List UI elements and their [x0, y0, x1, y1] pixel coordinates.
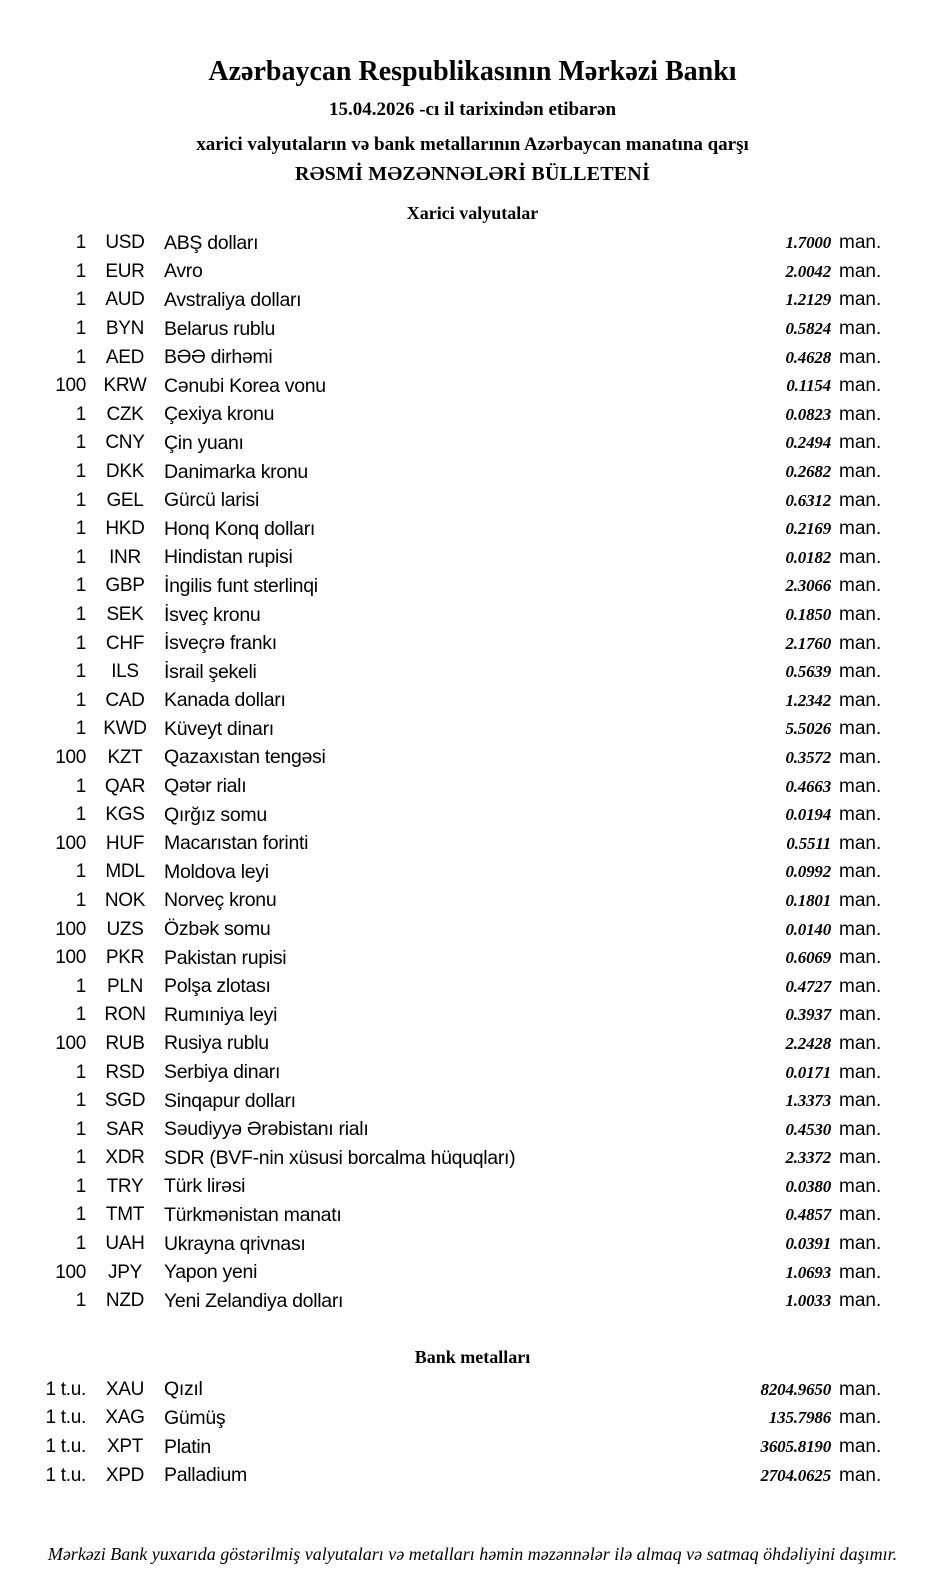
bulletin-subtitle: xarici valyutaların və bank metallarının Azərbaycan manatına qarşı: [196, 134, 749, 155]
currency-rate: 1.7000: [785, 233, 831, 253]
currency-quantity: 1: [75, 1061, 86, 1083]
metal-row: [0, 1404, 945, 1433]
currency-code: USD: [105, 232, 145, 254]
currency-code: DKK: [105, 461, 145, 483]
currency-quantity: 100: [55, 746, 86, 768]
currency-code: CNY: [105, 432, 145, 454]
currency-quantity: 1: [75, 489, 86, 511]
currency-quantity: 1: [75, 1290, 86, 1312]
metal-quantity: 1 t.u.: [45, 1407, 86, 1429]
currency-rate: 0.0194: [785, 805, 831, 825]
currency-row: [0, 572, 945, 601]
currency-code: XDR: [105, 1147, 145, 1169]
currency-rate: 0.3937: [785, 1005, 831, 1025]
metal-name: Qızıl: [164, 1378, 203, 1401]
currency-row: [0, 715, 945, 744]
currency-unit-label: man.: [839, 632, 882, 654]
currency-unit-label: man.: [839, 975, 882, 997]
currency-unit-label: man.: [839, 403, 882, 425]
currency-row: [0, 372, 945, 401]
currency-unit-label: man.: [839, 832, 882, 854]
currency-name: Yeni Zelandiya dolları: [164, 1289, 344, 1312]
currency-name: Pakistan rupisi: [164, 946, 287, 969]
metal-code: XPT: [106, 1436, 144, 1458]
currency-row: [0, 944, 945, 973]
currency-name: Qırğız somu: [164, 803, 267, 826]
currency-rate: 0.0823: [785, 404, 831, 424]
currency-rate: 0.0992: [785, 862, 831, 882]
currency-name: Macarıstan forinti: [164, 832, 309, 855]
currency-quantity: 1: [75, 1090, 86, 1112]
currency-rate: 2.0042: [785, 261, 831, 281]
currency-row: [0, 486, 945, 515]
currency-quantity: 1: [75, 1004, 86, 1026]
currency-rate: 0.1801: [785, 890, 831, 910]
currency-code: HUF: [105, 832, 145, 854]
currency-row: [0, 343, 945, 372]
metal-unit-label: man.: [839, 1378, 882, 1400]
currency-name: İsveçrə frankı: [164, 632, 277, 655]
currency-quantity: 1: [75, 1233, 86, 1255]
currency-name: BƏƏ dirhəmi: [164, 346, 273, 369]
currency-name: Belarus rublu: [164, 317, 275, 340]
currency-name: Moldova leyi: [164, 860, 269, 883]
currency-rate-table: [0, 229, 945, 1316]
currency-code: SAR: [105, 1118, 145, 1140]
currency-rate: 2.2428: [785, 1033, 831, 1053]
metal-row: [0, 1376, 945, 1405]
currency-name: Danimarka kronu: [164, 460, 308, 483]
currency-unit-label: man.: [839, 918, 882, 940]
currency-unit-label: man.: [839, 432, 882, 454]
currency-name: Honq Konq dolları: [164, 517, 316, 540]
currency-row: [0, 1144, 945, 1173]
currency-quantity: 1: [75, 604, 86, 626]
currency-code: KRW: [103, 375, 147, 397]
currency-rate: 2.1760: [785, 633, 831, 653]
metal-name: Gümüş: [164, 1406, 226, 1429]
currency-row: [0, 1001, 945, 1030]
currency-quantity: 100: [55, 1261, 86, 1283]
currency-quantity: 1: [75, 661, 86, 683]
metal-code: XAU: [105, 1378, 145, 1400]
currency-code: BYN: [105, 318, 145, 340]
currency-quantity: 100: [55, 375, 86, 397]
metal-row: [0, 1433, 945, 1462]
currency-row: [0, 401, 945, 430]
currency-quantity: 1: [75, 1118, 86, 1140]
currency-row: [0, 772, 945, 801]
currency-rate: 0.4663: [785, 776, 831, 796]
currency-name: Avstraliya dolları: [164, 288, 302, 311]
currency-row: [0, 515, 945, 544]
currency-name: Serbiya dinarı: [164, 1061, 281, 1084]
metal-code: XPD: [105, 1464, 145, 1486]
currency-unit-label: man.: [839, 375, 882, 397]
metal-unit-label: man.: [839, 1407, 882, 1429]
currency-row: [0, 315, 945, 344]
currency-unit-label: man.: [839, 1061, 882, 1083]
currency-code: CHF: [105, 632, 145, 654]
currency-code: TRY: [106, 1175, 144, 1197]
currency-code: AED: [105, 346, 145, 368]
currency-row: [0, 1058, 945, 1087]
currency-name: Rusiya rublu: [164, 1032, 269, 1055]
currency-unit-label: man.: [839, 1118, 882, 1140]
currency-row: [0, 458, 945, 487]
metal-quantity: 1 t.u.: [45, 1378, 86, 1400]
currency-code: PLN: [106, 975, 144, 997]
currency-unit-label: man.: [839, 947, 882, 969]
currency-rate: 0.0140: [785, 919, 831, 939]
currency-quantity: 1: [75, 1175, 86, 1197]
currency-code: UAH: [105, 1233, 145, 1255]
currency-row: [0, 972, 945, 1001]
currency-name: Yapon yeni: [164, 1261, 258, 1284]
currency-unit-label: man.: [839, 232, 882, 254]
currency-name: İsrail şekeli: [164, 660, 257, 683]
metal-quantity: 1 t.u.: [45, 1436, 86, 1458]
currency-unit-label: man.: [839, 1032, 882, 1054]
currency-rate: 0.3572: [785, 747, 831, 767]
currency-row: [0, 229, 945, 258]
currency-code: CAD: [105, 689, 145, 711]
currency-row: [0, 858, 945, 887]
obligation-disclaimer-note: Mərkəzi Bank yuxarıda göstərilmiş valyutaları və metalları həmin məzənnələr ilə almaq və satmaq öhdəliyini daşımır.: [47, 1543, 898, 1564]
currency-quantity: 1: [75, 432, 86, 454]
currency-name: Türk lirəsi: [164, 1175, 246, 1198]
currency-code: KGS: [105, 804, 145, 826]
currency-unit-label: man.: [839, 346, 882, 368]
currency-row: [0, 1258, 945, 1287]
currency-unit-label: man.: [839, 1233, 882, 1255]
currency-code: TMT: [105, 1204, 145, 1226]
currency-unit-label: man.: [839, 518, 882, 540]
currency-rate: 0.2682: [785, 462, 831, 482]
currency-rate: 0.6069: [785, 948, 831, 968]
currency-code: INR: [109, 546, 141, 568]
currency-rate: 0.2494: [785, 433, 831, 453]
currency-quantity: 1: [75, 632, 86, 654]
currency-quantity: 1: [75, 861, 86, 883]
currency-row: [0, 1115, 945, 1144]
metal-quantity: 1 t.u.: [45, 1464, 86, 1486]
currency-quantity: 100: [55, 947, 86, 969]
currency-rate: 1.3373: [785, 1091, 831, 1111]
currency-quantity: 1: [75, 318, 86, 340]
currency-rate: 1.0033: [785, 1291, 831, 1311]
currency-unit-label: man.: [839, 775, 882, 797]
currency-row: [0, 1030, 945, 1059]
currency-name: Sinqapur dolları: [164, 1089, 296, 1112]
currency-rate: 0.4727: [785, 976, 831, 996]
currency-rate: 1.2129: [785, 290, 831, 310]
currency-row: [0, 601, 945, 630]
currency-quantity: 1: [75, 889, 86, 911]
currency-rate: 2.3372: [785, 1148, 831, 1168]
currency-rate: 0.4530: [785, 1119, 831, 1139]
currency-unit-label: man.: [839, 718, 882, 740]
currency-rate: 0.5824: [785, 319, 831, 339]
currency-row: [0, 829, 945, 858]
currency-quantity: 1: [75, 346, 86, 368]
currency-quantity: 1: [75, 232, 86, 254]
currency-name: Türkmənistan manatı: [164, 1203, 342, 1226]
currency-rate: 0.4628: [785, 347, 831, 367]
currency-quantity: 1: [75, 575, 86, 597]
currency-unit-label: man.: [839, 260, 882, 282]
currency-row: [0, 744, 945, 773]
currency-quantity: 1: [75, 461, 86, 483]
currency-row: [0, 429, 945, 458]
currency-quantity: 1: [75, 260, 86, 282]
currency-code: NOK: [104, 889, 146, 911]
currency-rate: 1.0693: [785, 1262, 831, 1282]
currency-unit-label: man.: [839, 289, 882, 311]
currency-code: SEK: [106, 604, 144, 626]
currency-name: Çexiya kronu: [164, 403, 275, 426]
metal-name: Platin: [164, 1435, 211, 1458]
currency-name: Qazaxıstan tengəsi: [164, 746, 326, 769]
currency-name: Avro: [164, 260, 203, 283]
currency-code: MDL: [105, 861, 145, 883]
effective-date-line: 15.04.2026 -cı il tarixindən etibarən: [328, 99, 617, 120]
currency-name: Rumıniya leyi: [164, 1003, 278, 1026]
metal-rate: 3605.8190: [760, 1437, 831, 1457]
currency-code: JPY: [108, 1261, 142, 1283]
section-heading-metals: Bank metalları: [414, 1346, 531, 1367]
currency-code: AUD: [105, 289, 145, 311]
currency-rate: 0.0182: [785, 547, 831, 567]
currency-rate: 0.0171: [785, 1062, 831, 1082]
currency-row: [0, 1230, 945, 1259]
currency-unit-label: man.: [839, 1147, 882, 1169]
currency-unit-label: man.: [839, 318, 882, 340]
currency-quantity: 1: [75, 718, 86, 740]
currency-unit-label: man.: [839, 689, 882, 711]
currency-quantity: 1: [75, 804, 86, 826]
currency-rate: 2.3066: [785, 576, 831, 596]
currency-unit-label: man.: [839, 1004, 882, 1026]
currency-code: RON: [104, 1004, 146, 1026]
currency-unit-label: man.: [839, 861, 882, 883]
currency-quantity: 100: [55, 918, 86, 940]
currency-unit-label: man.: [839, 575, 882, 597]
currency-name: Polşa zlotası: [164, 975, 271, 998]
currency-row: [0, 1201, 945, 1230]
currency-quantity: 1: [75, 689, 86, 711]
currency-code: CZK: [106, 403, 144, 425]
currency-quantity: 1: [75, 1204, 86, 1226]
currency-row: [0, 1173, 945, 1202]
currency-quantity: 1: [75, 975, 86, 997]
currency-quantity: 1: [75, 546, 86, 568]
currency-quantity: 1: [75, 518, 86, 540]
metal-unit-label: man.: [839, 1436, 882, 1458]
currency-row: [0, 629, 945, 658]
currency-code: KWD: [103, 718, 147, 740]
currency-name: SDR (BVF-nin xüsusi borcalma hüquqları): [164, 1146, 516, 1169]
currency-row: [0, 887, 945, 916]
currency-rate: 1.2342: [785, 690, 831, 710]
currency-rate: 5.5026: [785, 719, 831, 739]
metal-code: XAG: [105, 1407, 145, 1429]
metal-rate: 135.7986: [768, 1408, 831, 1428]
currency-row: [0, 1287, 945, 1316]
currency-name: İsveç kronu: [164, 603, 261, 626]
currency-unit-label: man.: [839, 604, 882, 626]
currency-quantity: 1: [75, 289, 86, 311]
metal-rate: 8204.9650: [760, 1379, 831, 1399]
currency-name: Qətər rialı: [164, 775, 247, 798]
currency-rate: 0.4857: [785, 1205, 831, 1225]
currency-name: Çin yuanı: [164, 431, 244, 454]
currency-name: Kanada dolları: [164, 689, 286, 712]
currency-quantity: 100: [55, 1032, 86, 1054]
metal-row: [0, 1461, 945, 1490]
currency-rate: 0.1154: [786, 376, 831, 396]
metal-unit-label: man.: [839, 1464, 882, 1486]
currency-rate: 0.5511: [786, 833, 831, 853]
currency-name: İngilis funt sterlinqi: [164, 574, 318, 597]
currency-name: Özbək somu: [164, 918, 271, 941]
currency-rate: 0.5639: [785, 662, 831, 682]
currency-code: KZT: [107, 746, 143, 768]
currency-quantity: 1: [75, 775, 86, 797]
currency-rate: 0.6312: [785, 490, 831, 510]
currency-code: SGD: [104, 1090, 146, 1112]
currency-name: ABŞ dolları: [164, 231, 259, 254]
currency-unit-label: man.: [839, 461, 882, 483]
bulletin-title: RƏSMİ MƏZƏNNƏLƏRİ BÜLLETENİ: [295, 163, 650, 185]
currency-code: QAR: [104, 775, 146, 797]
currency-code: RSD: [105, 1061, 145, 1083]
currency-code: NZD: [105, 1290, 145, 1312]
currency-unit-label: man.: [839, 889, 882, 911]
currency-code: RUB: [105, 1032, 145, 1054]
currency-name: Ukrayna qrivnası: [164, 1232, 306, 1255]
currency-code: GEL: [106, 489, 144, 511]
currency-unit-label: man.: [839, 1261, 882, 1283]
currency-code: UZS: [106, 918, 144, 940]
currency-row: [0, 801, 945, 830]
metal-rate: 2704.0625: [760, 1465, 831, 1485]
currency-name: Hindistan rupisi: [164, 546, 293, 569]
currency-unit-label: man.: [839, 746, 882, 768]
currency-row: [0, 544, 945, 573]
currency-name: Səudiyyə Ərəbistanı rialı: [164, 1118, 369, 1141]
currency-unit-label: man.: [839, 1290, 882, 1312]
currency-name: Cənubi Korea vonu: [164, 374, 326, 397]
currency-unit-label: man.: [839, 661, 882, 683]
currency-unit-label: man.: [839, 1204, 882, 1226]
currency-code: PKR: [105, 947, 145, 969]
page-title: Azərbaycan Respublikasının Mərkəzi Bankı: [208, 56, 737, 87]
currency-name: Gürcü larisi: [164, 489, 260, 512]
currency-quantity: 1: [75, 403, 86, 425]
currency-row: [0, 915, 945, 944]
currency-unit-label: man.: [839, 1175, 882, 1197]
currency-code: GBP: [105, 575, 145, 597]
currency-rate: 0.0391: [785, 1234, 831, 1254]
currency-quantity: 1: [75, 1147, 86, 1169]
currency-row: [0, 687, 945, 716]
currency-row: [0, 258, 945, 287]
currency-unit-label: man.: [839, 804, 882, 826]
currency-name: Norveç kronu: [164, 889, 277, 912]
currency-rate: 0.0380: [785, 1176, 831, 1196]
currency-unit-label: man.: [839, 489, 882, 511]
currency-name: Küveyt dinarı: [164, 717, 274, 740]
section-heading-currencies: Xarici valyutalar: [406, 203, 539, 223]
currency-quantity: 100: [55, 832, 86, 854]
currency-code: HKD: [105, 518, 145, 540]
metal-name: Palladium: [164, 1464, 247, 1487]
currency-rate: 0.2169: [785, 519, 831, 539]
currency-unit-label: man.: [839, 1090, 882, 1112]
currency-code: ILS: [111, 661, 139, 683]
currency-row: [0, 286, 945, 315]
currency-row: [0, 658, 945, 687]
currency-code: EUR: [105, 260, 145, 282]
currency-row: [0, 1087, 945, 1116]
currency-unit-label: man.: [839, 546, 882, 568]
currency-rate: 0.1850: [785, 605, 831, 625]
metal-rate-table: [0, 1376, 945, 1490]
